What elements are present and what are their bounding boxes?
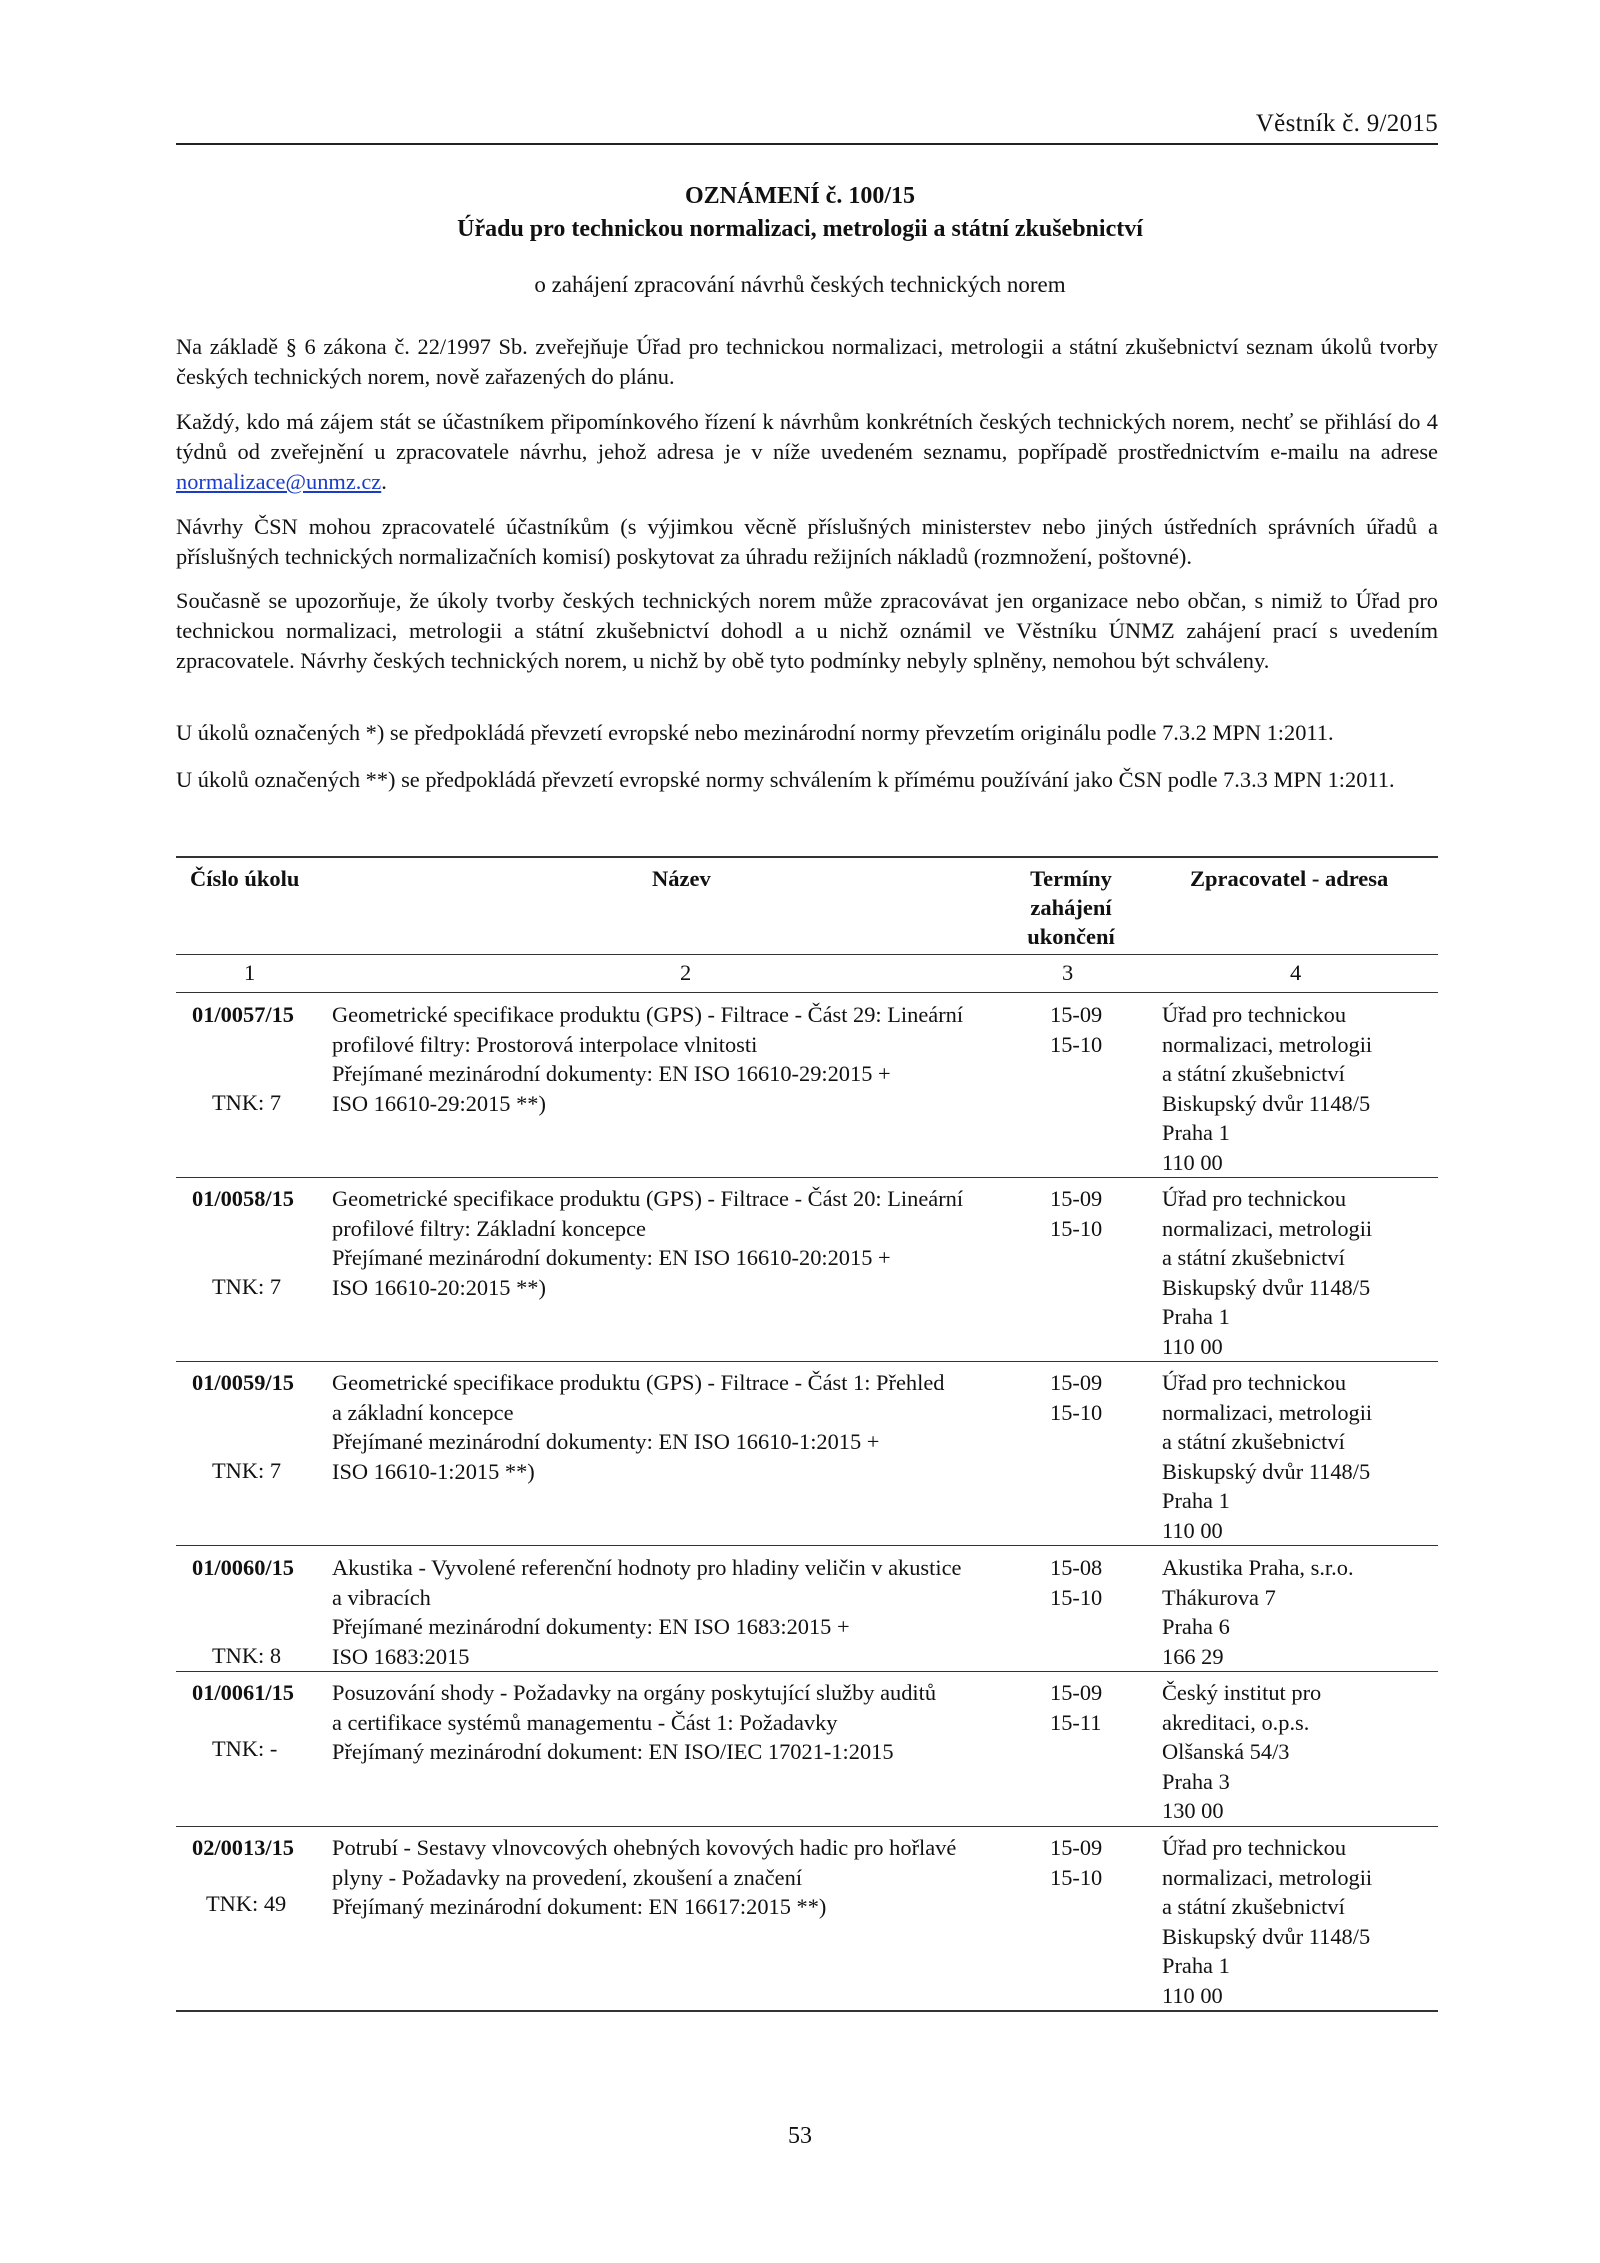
task-name-line: Přejímané mezinárodní dokumenty: EN ISO 16610-29:2015 + <box>332 1061 891 1086</box>
task-name <box>332 1368 944 1486</box>
header-rule <box>176 143 1438 145</box>
task-name-line: ISO 16610-20:2015 **) <box>332 1274 546 1300</box>
task-end-date: 15-11 <box>1050 1709 1102 1735</box>
address-line: Praha 6 <box>1162 1614 1230 1639</box>
address-line: normalizaci, metrologii <box>1162 1031 1373 1057</box>
task-processor-address <box>1162 1833 1372 2010</box>
task-name-line: Geometrické specifikace produktu (GPS) - Filtrace - Část 29: Lineární <box>332 1002 964 1027</box>
table-number-rule <box>176 992 1438 993</box>
paragraph-participation-text: Každý, kdo má zájem stát se účastníkem připomínkového řízení k návrhům konkrétních českých technických norem, nechť se přihlásí do 4 týdnů od zveřejnění u zpracovatele návrhu, jehož adresa je v níže uvedeném seznamu, popřípadě prostřednictvím e-mailu na adrese <box>176 409 1438 464</box>
header-processor-address: Zpracovatel - adresa <box>1190 866 1389 891</box>
address-line: 130 00 <box>1162 1798 1224 1823</box>
address-line: Český institut pro <box>1162 1680 1322 1705</box>
task-name-line: profilové filtry: Prostorová interpolace vlnitosti <box>332 1031 758 1057</box>
header-dates <box>1016 864 1126 951</box>
issuing-office: Úřadu pro technickou normalizaci, metrologii a státní zkušebnictví <box>457 216 1143 242</box>
task-name <box>332 1184 963 1302</box>
header-dates-line2: zahájení <box>1030 895 1112 920</box>
address-line: Biskupský dvůr 1148/5 <box>1162 1274 1371 1300</box>
task-name-line: Přejímané mezinárodní dokumenty: EN ISO 1683:2015 + <box>332 1614 850 1639</box>
task-name-line: ISO 1683:2015 <box>332 1643 470 1669</box>
task-start-date: 15-09 <box>1050 1186 1103 1211</box>
task-tnk: TNK: 49 <box>206 1891 287 1916</box>
task-name <box>332 1000 963 1118</box>
task-tnk: TNK: - <box>212 1736 278 1761</box>
table-top-rule <box>176 856 1438 858</box>
address-line: Úřad pro technickou <box>1162 1370 1347 1395</box>
task-name-line: Přejímaný mezinárodní dokument: EN 16617:2015 **) <box>332 1894 827 1919</box>
row-divider <box>176 1361 1438 1362</box>
row-divider <box>176 1545 1438 1546</box>
address-line: a státní zkušebnictví <box>1162 1061 1345 1086</box>
task-end-date: 15-10 <box>1050 1864 1103 1890</box>
journal-issue: Věstník č. 9/2015 <box>1255 110 1438 137</box>
task-end-date: 15-10 <box>1050 1584 1103 1610</box>
table-bottom-rule <box>176 2010 1438 2012</box>
task-start-date: 15-09 <box>1050 1370 1103 1395</box>
task-name-line: Akustika - Vyvolené referenční hodnoty pro hladiny veličin v akustice <box>332 1555 962 1580</box>
address-line: Praha 1 <box>1162 1120 1230 1145</box>
paragraph-participation <box>176 407 1438 497</box>
address-line: Praha 1 <box>1162 1953 1230 1978</box>
task-start-date: 15-09 <box>1050 1835 1103 1860</box>
address-line: 110 00 <box>1162 1517 1223 1543</box>
address-line: Biskupský dvůr 1148/5 <box>1162 1458 1371 1484</box>
task-dates <box>1050 1368 1102 1427</box>
task-tnk: TNK: 7 <box>212 1090 282 1115</box>
address-line: akreditaci, o.p.s. <box>1162 1709 1310 1735</box>
row-divider <box>176 1826 1438 1827</box>
task-dates <box>1050 1678 1102 1737</box>
task-processor-address <box>1162 1553 1354 1671</box>
task-start-date: 15-09 <box>1050 1002 1103 1027</box>
address-line: normalizaci, metrologii <box>1162 1215 1373 1241</box>
paragraph-notice: Současně se upozorňuje, že úkoly tvorby českých technických norem může zpracovávat jen organizace nebo občan, s nimiž to Úřad pro technickou normalizaci, metrologii a státní zkušebnictví dohodl a u nichž oznámil ve Věstníku ÚNMZ zahájení prací s uvedením zpracovatele. Návrhy českých technických norem, u nichž by obě tyto podmínky nebyly splněny, nemohou být schváleny. <box>176 588 1438 673</box>
task-processor-address <box>1162 1000 1372 1177</box>
task-id: 01/0060/15 <box>192 1555 295 1580</box>
task-name-line: profilové filtry: Základní koncepce <box>332 1215 646 1241</box>
address-line: Praha 3 <box>1162 1768 1230 1794</box>
column-number-3: 3 <box>1062 960 1074 985</box>
task-id: 01/0061/15 <box>192 1680 295 1705</box>
address-line: normalizaci, metrologii <box>1162 1399 1373 1425</box>
table-header-rule <box>176 954 1438 955</box>
task-end-date: 15-10 <box>1050 1215 1103 1241</box>
address-line: Praha 1 <box>1162 1304 1230 1329</box>
address-line: Úřad pro technickou <box>1162 1186 1347 1211</box>
task-name <box>332 1678 936 1767</box>
header-dates-line1: Termíny <box>1030 866 1112 891</box>
task-name-line: a vibracích <box>332 1584 431 1610</box>
header-dates-line3: ukončení <box>1027 924 1115 949</box>
paragraph-participation-end: . <box>381 469 387 494</box>
task-name-line: ISO 16610-1:2015 **) <box>332 1458 535 1484</box>
address-line: Thákurova 7 <box>1162 1584 1276 1610</box>
task-processor-address <box>1162 1184 1372 1361</box>
column-number-4: 4 <box>1290 960 1302 985</box>
task-name-line: Posuzování shody - Požadavky na orgány poskytující služby auditů <box>332 1680 937 1705</box>
header-name: Název <box>652 866 711 891</box>
column-number-1: 1 <box>244 960 256 985</box>
address-line: Biskupský dvůr 1148/5 <box>1162 1090 1371 1116</box>
task-name-line: Přejímaný mezinárodní dokument: EN ISO/IEC 17021-1:2015 <box>332 1739 894 1764</box>
task-name-line: ISO 16610-29:2015 **) <box>332 1090 546 1116</box>
task-name-line: Potrubí - Sestavy vlnovcových ohebných kovových hadic pro hořlavé <box>332 1835 957 1860</box>
task-start-date: 15-08 <box>1050 1555 1103 1580</box>
column-number-2: 2 <box>680 960 692 985</box>
task-processor-address <box>1162 1368 1372 1545</box>
address-line: a státní zkušebnictví <box>1162 1429 1345 1454</box>
task-name-line: plyny - Požadavky na provedení, zkoušení a značení <box>332 1864 803 1890</box>
announcement-subtitle: o zahájení zpracování návrhů českých technických norem <box>534 272 1066 297</box>
task-id: 01/0057/15 <box>192 1002 295 1027</box>
task-tnk: TNK: 7 <box>212 1458 282 1483</box>
page-number: 53 <box>788 2123 812 2149</box>
task-id: 01/0059/15 <box>192 1370 295 1395</box>
address-line: Olšanská 54/3 <box>1162 1739 1290 1764</box>
task-dates <box>1050 1184 1102 1243</box>
address-line: 110 00 <box>1162 1333 1223 1359</box>
address-line: Úřad pro technickou <box>1162 1835 1347 1860</box>
announcement-title: OZNÁMENÍ č. 100/15 <box>685 183 915 209</box>
task-name-line: a certifikace systémů managementu - Část 1: Požadavky <box>332 1709 838 1735</box>
task-tnk: TNK: 8 <box>212 1643 282 1668</box>
task-name <box>332 1833 956 1922</box>
task-id: 02/0013/15 <box>192 1835 295 1860</box>
task-dates <box>1050 1000 1102 1059</box>
row-divider <box>176 1671 1438 1672</box>
task-name-line: a základní koncepce <box>332 1399 514 1425</box>
paragraph-legal-basis: Na základě § 6 zákona č. 22/1997 Sb. zveřejňuje Úřad pro technickou normalizaci, metrologii a státní zkušebnictví seznam úkolů tvorby českých technických norem, nově zařazených do plánu. <box>176 334 1438 389</box>
address-line: Praha 1 <box>1162 1488 1230 1513</box>
paragraph-single-asterisk: U úkolů označených *) se předpokládá převzetí evropské nebo mezinárodní normy převzetím originálu podle 7.3.2 MPN 1:2011. <box>176 720 1334 745</box>
row-divider <box>176 1177 1438 1178</box>
task-id: 01/0058/15 <box>192 1186 295 1211</box>
address-line: Akustika Praha, s.r.o. <box>1162 1555 1354 1580</box>
address-line: Úřad pro technickou <box>1162 1002 1347 1027</box>
task-end-date: 15-10 <box>1050 1399 1103 1425</box>
header-task-number: Číslo úkolu <box>190 866 300 891</box>
task-dates <box>1050 1553 1102 1612</box>
task-dates <box>1050 1833 1102 1892</box>
address-line: a státní zkušebnictví <box>1162 1245 1345 1270</box>
task-end-date: 15-10 <box>1050 1031 1103 1057</box>
address-line: 110 00 <box>1162 1149 1223 1175</box>
task-name-line: Geometrické specifikace produktu (GPS) - Filtrace - Část 20: Lineární <box>332 1186 964 1211</box>
address-line: normalizaci, metrologii <box>1162 1864 1373 1890</box>
address-line: 110 00 <box>1162 1982 1223 2008</box>
task-name-line: Přejímané mezinárodní dokumenty: EN ISO 16610-20:2015 + <box>332 1245 891 1270</box>
task-name-line: Geometrické specifikace produktu (GPS) - Filtrace - Část 1: Přehled <box>332 1370 945 1395</box>
paragraph-double-asterisk: U úkolů označených **) se předpokládá převzetí evropské normy schválením k přímému používání jako ČSN podle 7.3.3 MPN 1:2011. <box>176 767 1395 792</box>
address-line: a státní zkušebnictví <box>1162 1894 1345 1919</box>
task-name-line: Přejímané mezinárodní dokumenty: EN ISO 16610-1:2015 + <box>332 1429 880 1454</box>
task-tnk: TNK: 7 <box>212 1274 282 1299</box>
paragraph-drafts-distribution: Návrhy ČSN mohou zpracovatelé účastníkům (s výjimkou věcně příslušných ministerstev nebo jiných ústředních správních úřadů a příslušných technických normalizačních komisí) poskytovat za úhradu režijních nákladů (rozmnožení, poštovné). <box>176 514 1438 569</box>
address-line: Biskupský dvůr 1148/5 <box>1162 1923 1371 1949</box>
task-start-date: 15-09 <box>1050 1680 1103 1705</box>
address-line: 166 29 <box>1162 1643 1224 1669</box>
task-name <box>332 1553 961 1671</box>
task-processor-address <box>1162 1678 1321 1826</box>
email-link[interactable]: normalizace@unmz.cz <box>176 469 382 494</box>
